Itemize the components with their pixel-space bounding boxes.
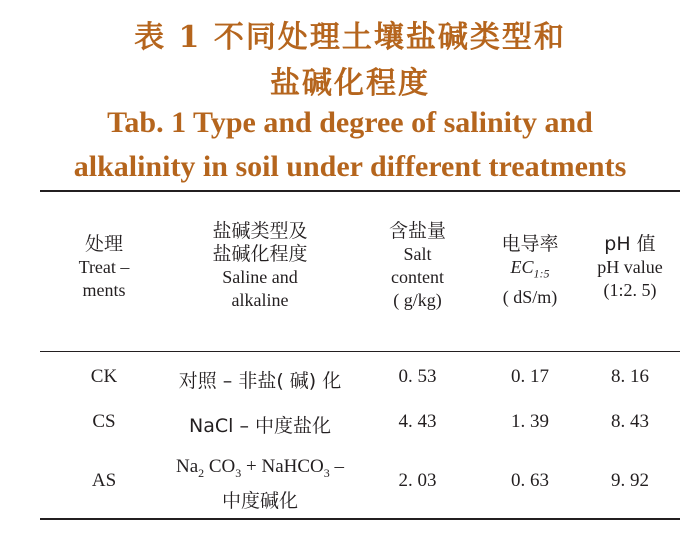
header-type-en2: alkaline [231,290,289,310]
header-type [160,220,360,312]
header-salt [360,220,475,312]
header-salt-en1: Salt [403,244,432,264]
table-title-en-line1: Tab. 1 Type and degree of salinity and [107,106,593,139]
table-cell: CK [90,366,118,387]
header-ph-ratio: (1:2. 5) [603,280,657,300]
table-title-zh-line2: 盐碱化程度 [270,66,430,101]
table-header-rule [40,351,680,352]
header-treatment-zh: 处理 [84,233,123,255]
header-treatment-en2: ments [82,280,126,300]
header-type-en1: Saline and [222,267,298,287]
table-top-rule [40,190,680,192]
table-cell: NaCl – 中度盐化 [189,415,331,437]
table-cell: AS [91,470,117,491]
table-cell: 1. 39 [511,411,549,432]
table-cell: 8. 43 [611,411,649,432]
header-ec [475,233,585,309]
header-ec-unit: ( dS/m) [502,286,558,307]
header-ph [580,233,680,302]
table-cell: 8. 16 [611,366,649,387]
table-title-en-line2: alkalinity in soil under different treatments [73,150,627,183]
header-type-zh2: 盐碱化程度 [212,243,308,265]
header-treatment-en1: Treat – [78,257,130,277]
formula-desc: 中度碱化 [221,489,298,512]
header-ec-zh: 电导率 [501,233,559,255]
header-salt-en2: content [391,267,444,287]
table-bottom-rule [40,518,680,520]
header-type-zh1: 盐碱类型及 [212,220,308,242]
table-cell: 对照 – 非盐( 碱) 化 [178,370,342,392]
header-salt-unit: ( g/kg) [393,290,442,310]
table-cell: 0. 63 [511,470,549,491]
header-ph-zh: pH 值 [604,233,656,255]
table-cell: 2. 03 [398,470,437,491]
header-salt-zh: 含盐量 [388,220,446,242]
table-cell: 0. 53 [398,366,437,387]
table-cell: 4. 43 [398,411,437,432]
table-cell: 0. 17 [511,366,549,387]
header-ph-en: pH value [597,257,663,277]
table-cell: CS [92,411,116,432]
table-title-zh-line1: 表 1 不同处理土壤盐碱类型和 [134,20,566,55]
header-treatment [44,233,164,302]
header-ec-symbol: $EC_{1:5}$ [510,257,550,281]
formula-line: $Na_2$ $CO_3$ + NaHCO$_3$ – [175,456,345,480]
table-cell [150,453,370,515]
table-cell: 9. 92 [611,470,649,491]
